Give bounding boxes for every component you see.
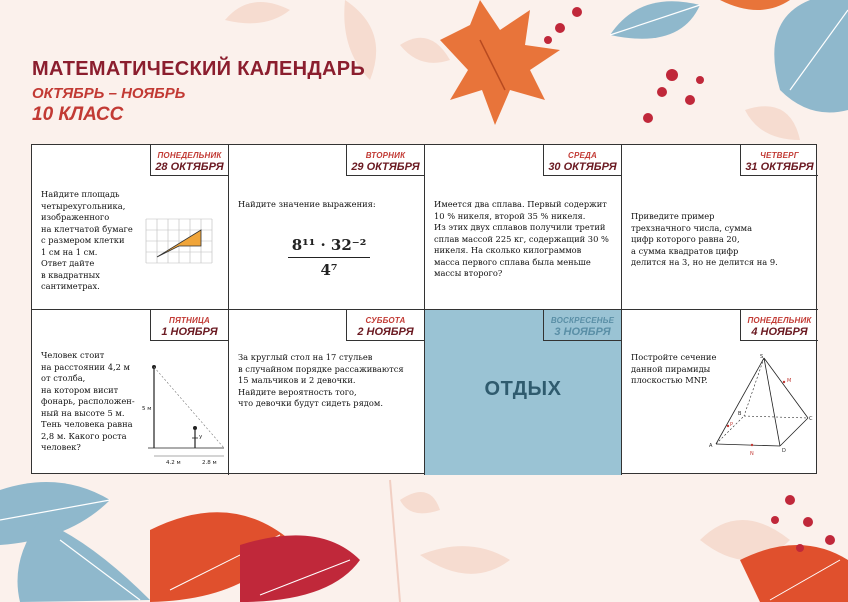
date-label: 30 ОКТЯБРЯ <box>548 161 617 173</box>
day-header <box>740 310 818 341</box>
problem-text: Найдите площадь четырехугольника, изображенного на клетчатой бумаге с размером клетки 1 см на 1 см. Ответ дайте в квадратных сантиметрах. <box>41 189 133 291</box>
day-cell-sun-3 <box>425 310 622 475</box>
rest-day-label: ОТДЫХ <box>484 378 562 400</box>
point-p-label: P <box>730 422 734 428</box>
day-header <box>740 145 818 176</box>
day-cell-tue-29 <box>229 145 425 310</box>
day-header <box>150 145 228 176</box>
shadow-label: 2,8 м <box>202 460 217 464</box>
weekday-label: ПОНЕДЕЛЬНИК <box>157 151 222 160</box>
pyramid-figure <box>708 352 814 462</box>
day-cell-mon-4 <box>622 310 818 475</box>
date-label: 4 НОЯБРЯ <box>751 326 808 338</box>
date-label: 1 НОЯБРЯ <box>161 326 218 338</box>
lamp-height-label: 5 м <box>142 406 152 412</box>
problem-text: Приведите пример трехзначного числа, сумма цифр которого равна 20, а сумма квадратов цифр делится на 3, но не делится на 9. <box>631 211 778 267</box>
day-header <box>543 310 621 341</box>
period-subtitle: ОКТЯБРЬ – НОЯБРЬ <box>32 85 186 102</box>
date-label: 29 ОКТЯБРЯ <box>351 161 420 173</box>
day-cell-fri-1 <box>32 310 229 475</box>
weekday-label: ПОНЕДЕЛЬНИК <box>747 316 812 325</box>
day-cell-wed-30 <box>425 145 622 310</box>
problem-text: Имеется два сплава. Первый содержит 10 % никеля, второй 35 % никеля. Из этих двух сплавов получили третий сплав массой 225 кг, содержащий 30 % никеля. На сколько килограммов масса первого сплава была меньше массы второго? <box>434 199 609 278</box>
day-header <box>150 310 228 341</box>
grid-quadrilateral-figure <box>144 217 218 265</box>
weekday-label: ПЯТНИЦА <box>168 316 210 325</box>
day-cell-thu-31 <box>622 145 818 310</box>
vertex-d-label: D <box>782 448 786 454</box>
apex-s-label: S <box>760 354 764 360</box>
weekday-label: ЧЕТВЕРГ <box>760 151 799 160</box>
formula-denominator: 4⁷ <box>320 261 338 279</box>
lamp-shadow-figure <box>140 358 226 464</box>
date-label: 2 НОЯБРЯ <box>357 326 414 338</box>
formula-numerator: 8¹¹ · 32⁻² <box>288 236 371 258</box>
point-n-label: N <box>750 451 754 457</box>
problem-text: Найдите значение выражения: <box>238 199 376 209</box>
calendar-header <box>32 58 365 126</box>
day-cell-sat-2 <box>229 310 425 475</box>
problem-text: Человек стоит на расстоянии 4,2 м от столба, на котором висит фонарь, расположен- ный на высоте 5 м. Тень человека равна 2,8 м. Какого роста человек? <box>41 350 135 452</box>
distance-label: 4,2 м <box>166 460 181 464</box>
date-label: 31 ОКТЯБРЯ <box>745 161 814 173</box>
point-m-label: M <box>787 378 792 384</box>
vertex-c-label: C <box>809 416 813 422</box>
day-header <box>346 145 424 176</box>
vertex-b-label: B <box>738 411 742 417</box>
day-cell-mon-28 <box>32 145 229 310</box>
day-header <box>346 310 424 341</box>
problem-text: Постройте сечение данной пирамиды плоскостью MNP. <box>631 352 717 385</box>
vertex-a-label: A <box>709 443 713 449</box>
calendar-grid <box>31 144 817 474</box>
date-label: 28 ОКТЯБРЯ <box>155 161 224 173</box>
date-label: 3 НОЯБРЯ <box>554 326 611 338</box>
weekday-label: СРЕДА <box>567 151 597 160</box>
weekday-label: ВОСКРЕСЕНЬЕ <box>550 316 615 325</box>
weekday-label: ВТОРНИК <box>365 151 406 160</box>
problem-text: За круглый стол на 17 стульев в случайном порядке рассаживаются 15 мальчиков и 2 девочки. Найдите вероятность того, что девочки будут сидеть рядом. <box>238 352 404 408</box>
weekday-label: СУББОТА <box>365 316 406 325</box>
grade-label: 10 КЛАСС <box>32 104 124 125</box>
day-header <box>543 145 621 176</box>
expression-formula <box>279 235 379 279</box>
page-title: МАТЕМАТИЧЕСКИЙ КАЛЕНДАРЬ <box>32 58 366 80</box>
person-height-label: у <box>199 434 203 440</box>
